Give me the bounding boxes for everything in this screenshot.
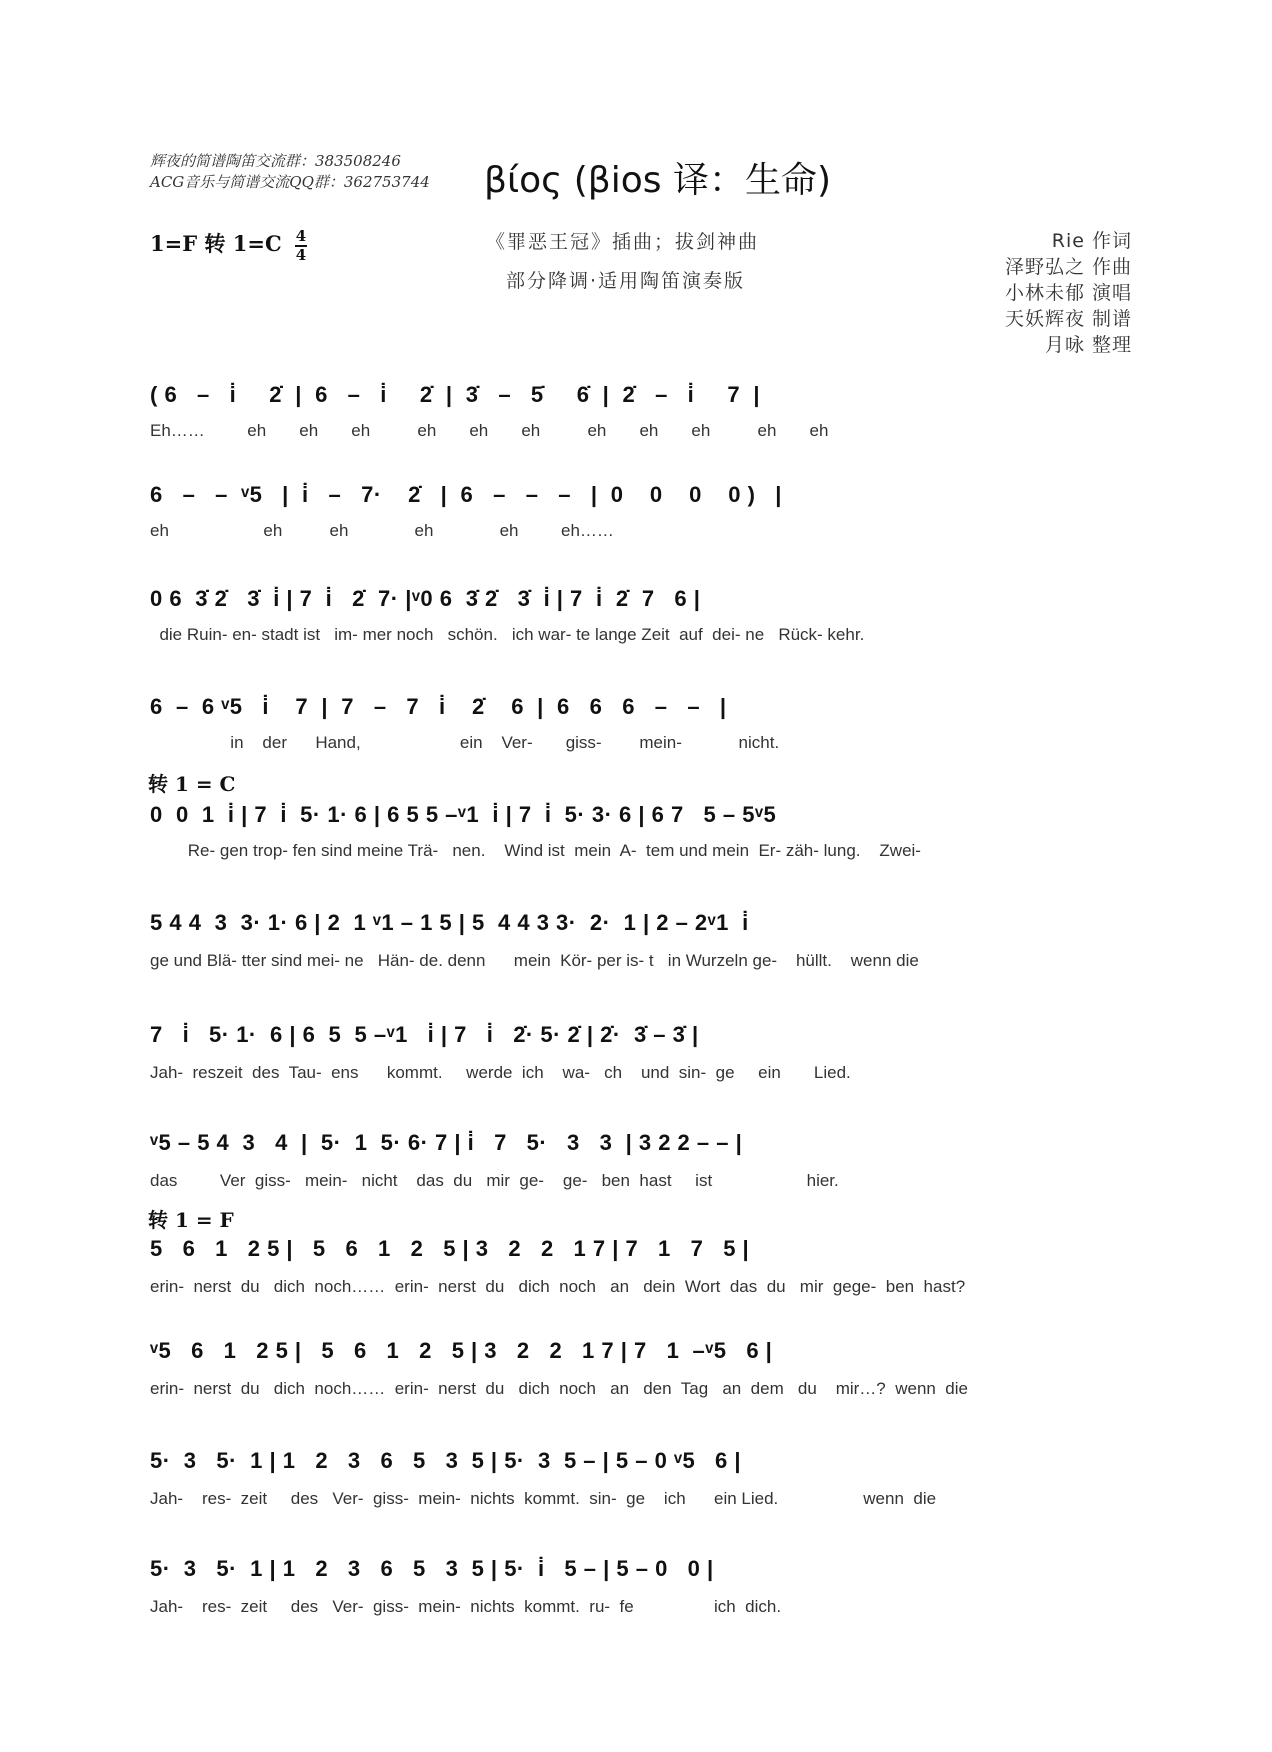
notation-line: 5· 3 5· 1 | 1 2 3 6 5 3 5 | 5· i̇ 5 – | 5 – 0 0 |: [150, 1556, 714, 1581]
notation-line: ᵛ5 6 1 2 5 | 5 6 1 2 5 | 3 2 2 1 7 | 7 1 –ᵛ5 6 |: [150, 1338, 773, 1363]
notation-line: 0 0 1 i̇ | 7 i̇ 5· 1· 6 | 6 5 5 –ᵛ1 i̇ | 7 i̇ 5· 3· 6 | 6 7 5 – 5ᵛ5: [150, 802, 777, 827]
notation-line: 6 – 6 ᵛ5 i̇ 7 | 7 – 7 i̇ 2̇ 6 | 6 6 6 – – |: [150, 694, 727, 719]
notation-line: 5 6 1 2 5 | 5 6 1 2 5 | 3 2 2 1 7 | 7 1 7 5 |: [150, 1236, 750, 1261]
lyrics-line: erin- nerst du dich noch…… erin- nerst du dich noch an dein Wort das du mir gege- ben hast?: [150, 1277, 966, 1296]
lyrics-line: Eh…… eh eh eh eh eh eh eh eh eh eh eh: [150, 421, 829, 440]
notation-line: 7 i̇ 5· 1· 6 | 6 5 5 –ᵛ1 i̇ | 7 i̇ 2̇· 5· 2̇ | 2̇· 3̇ – 3̇ |: [150, 1022, 699, 1047]
subtitle-version: 部分降调·适用陶笛演奏版: [506, 270, 746, 292]
credit-singer: 小林未郁 演唱: [1004, 282, 1132, 304]
lyrics-line: Jah- res- zeit des Ver- giss- mein- nichts kommt. ru- fe ich dich.: [150, 1597, 782, 1616]
notation-line: 0 6 3̇ 2̇ 3̇ i̇ | 7 i̇ 2̇ 7· |ᵛ0 6 3̇ 2̇ 3̇ i̇ | 7 i̇ 2̇ 7 6 |: [150, 586, 701, 611]
notation-line: 6 – – ᵛ5 | i̇ – 7· 2̇ | 6 – – – | 0 0 0 0 ) |: [150, 482, 782, 507]
time-signature: [295, 226, 307, 264]
notation-line: ᵛ5 – 5 4 3 4 | 5· 1 5· 6· 7 | i̇ 7 5· 3 3 | 3 2 2 – – |: [150, 1130, 743, 1155]
key-signature-text: 1=F 转 1=C: [150, 231, 282, 256]
modulation-label: 转 1 = C: [148, 772, 236, 796]
qq-group-line-2: ACG音乐与简谱交流QQ群：362753744: [150, 173, 430, 191]
notation-line: 5 4 4 3 3· 1· 6 | 2 1 ᵛ1 – 1 5 | 5 4 4 3 3· 2· 1 | 2 – 2ᵛ1 i̇: [150, 910, 749, 935]
lyrics-line: das Ver giss- mein- nicht das du mir ge- ge- ben hast ist hier.: [150, 1171, 839, 1190]
credit-transcriber: 天妖辉夜 制谱: [1004, 308, 1132, 330]
lyrics-line: in der Hand, ein Ver- giss- mein- nicht.: [150, 733, 780, 752]
lyrics-line: erin- nerst du dich noch…… erin- nerst du dich noch an den Tag an dem du mir…? wenn die: [150, 1379, 968, 1398]
qq-group-line-1: 辉夜的简谱陶笛交流群：383508246: [150, 152, 401, 170]
key-signature: [150, 228, 307, 263]
notation-line: 5· 3 5· 1 | 1 2 3 6 5 3 5 | 5· 3 5 – | 5 – 0 ᵛ5 6 |: [150, 1448, 742, 1473]
lyrics-line: die Ruin- en- stadt ist im- mer noch schön. ich war- te lange Zeit auf dei- ne Rück- kehr.: [150, 625, 865, 644]
time-numerator: 4: [295, 226, 307, 245]
modulation-label: 转 1 = F: [148, 1208, 234, 1232]
notation-line: ( 6 – i̇ 2̇ | 6 – i̇ 2̇ | 3̇ – 5̇ 6̇ | 2̇ – i̇ 7 |: [150, 382, 760, 407]
subtitle-origin: 《罪恶王冠》插曲；拔剑神曲: [486, 231, 760, 253]
time-denominator: 4: [295, 245, 307, 264]
lyrics-line: ge und Blä- tter sind mei- ne Hän- de. denn mein Kör- per is- t in Wurzeln ge- hüllt. wenn die: [150, 951, 919, 970]
lyrics-line: eh eh eh eh eh eh……: [150, 521, 614, 540]
credit-editor: 月咏 整理: [1044, 334, 1132, 356]
credit-composer: 泽野弘之 作曲: [1004, 256, 1132, 278]
credit-lyricist: Rie 作词: [1051, 230, 1132, 252]
lyrics-line: Jah- reszeit des Tau- ens kommt. werde ich wa- ch und sin- ge ein Lied.: [150, 1063, 851, 1082]
lyrics-line: Jah- res- zeit des Ver- giss- mein- nichts kommt. sin- ge ich ein Lied. wenn die: [150, 1489, 937, 1508]
song-title: βίος (βios 译：生命): [484, 160, 832, 201]
lyrics-line: Re- gen trop- fen sind meine Trä- nen. Wind ist mein A- tem und mein Er- zäh- lung. Zwei-: [150, 841, 921, 860]
